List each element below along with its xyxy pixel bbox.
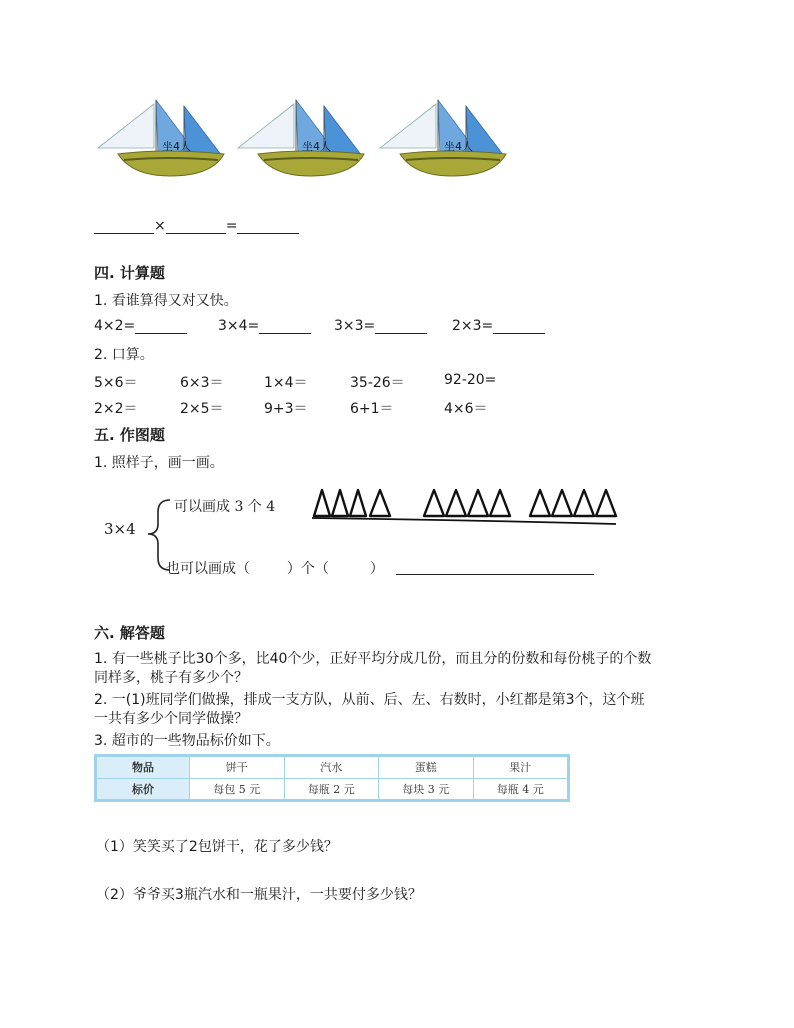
oral-calc-item: 4×6＝ <box>444 401 488 417</box>
question-prompt: 1. 看谁算得又对又快。 <box>94 293 238 309</box>
triangle-icon <box>370 490 390 516</box>
fill-equation <box>94 218 299 234</box>
drawing-answer-line[interactable] <box>396 574 594 575</box>
question-prompt: 2. 口算。 <box>94 347 154 363</box>
problem-text: 1. 有一些桃子比30个多，比40个少，正好平均分成几份，而且分的份数和每份桃子的个数 <box>94 651 652 667</box>
calc-expression: 3×3= <box>334 318 376 334</box>
calc-expression: 3×4= <box>218 318 260 334</box>
table-cell: 标价 <box>97 778 190 800</box>
table-header-cell: 饼干 <box>190 757 285 779</box>
triangle-icon <box>332 490 348 516</box>
table-header-cell: 果汁 <box>473 757 568 779</box>
answer-blank[interactable] <box>259 333 311 334</box>
triangle-icon <box>446 490 466 516</box>
boat-label: 坐4人 <box>162 140 191 153</box>
boat-label: 坐4人 <box>444 140 473 153</box>
section-title: 四. 计算题 <box>94 264 165 282</box>
answer-blank[interactable] <box>493 333 545 334</box>
answer-blank[interactable] <box>94 233 154 234</box>
triangle-icon <box>314 490 330 516</box>
oral-calc-item: 92-20= <box>444 372 497 388</box>
branch-bottom-text: ）个（ <box>286 561 329 577</box>
triangle-drawing <box>308 484 620 528</box>
branch-bottom <box>166 558 384 578</box>
problem-text: 2. 一(1)班同学们做操，排成一支方队，从前、后、左、右数时，小红都是第3个，这个班 <box>94 692 645 708</box>
oral-calc-item: 6+1＝ <box>350 401 394 417</box>
triangle-icon <box>350 490 366 516</box>
table-cell: 每瓶 4 元 <box>473 778 568 800</box>
triangle-icon <box>596 490 616 516</box>
calc-item <box>218 318 311 334</box>
times-sign: × <box>154 218 166 234</box>
oral-calc-item: 2×2＝ <box>94 401 138 417</box>
table-header-cell: 蛋糕 <box>379 757 474 779</box>
problem-text: 一共有多少个同学做操？ <box>94 711 248 727</box>
section-title: 五. 作图题 <box>94 426 165 444</box>
triangle-icon <box>468 490 488 516</box>
branch-bottom-text: 也可以画成（ <box>166 561 250 577</box>
calc-item <box>452 318 545 334</box>
problem-text: 3. 超市的一些物品标价如下。 <box>94 733 280 749</box>
triangle-icon <box>530 490 550 516</box>
section-title: 六. 解答题 <box>94 624 165 642</box>
calc-item <box>334 318 427 334</box>
problem-text: 同样多，桃子有多少个？ <box>94 670 248 686</box>
table-cell: 每包 5 元 <box>190 778 285 800</box>
triangle-icon <box>552 490 572 516</box>
table-cell: 每瓶 2 元 <box>284 778 379 800</box>
oral-calc-item: 5×6＝ <box>94 375 138 391</box>
table-row <box>97 757 568 779</box>
answer-blank[interactable] <box>166 233 226 234</box>
table-cell: 每块 3 元 <box>379 778 474 800</box>
sailboat-2 <box>234 96 374 186</box>
equals-sign: = <box>225 218 238 234</box>
answer-blank[interactable] <box>237 233 299 234</box>
calc-expression: 4×2= <box>94 318 136 334</box>
drawing-expression: 3×4 <box>104 520 136 538</box>
table-header-cell: 物品 <box>97 757 190 779</box>
calc-expression: 2×3= <box>452 318 494 334</box>
branch-bottom-text: ） <box>369 561 384 577</box>
sub-question: （1）笑笑买了2包饼干，花了多少钱？ <box>96 839 338 855</box>
answer-blank[interactable] <box>375 333 427 334</box>
oral-calc-item: 2×5＝ <box>180 401 224 417</box>
boat-label: 坐4人 <box>302 140 331 153</box>
price-table <box>96 756 568 800</box>
triangle-icon <box>424 490 444 516</box>
calc-item <box>94 318 187 334</box>
triangle-icon <box>574 490 594 516</box>
answer-blank[interactable] <box>135 333 187 334</box>
oral-calc-item: 6×3＝ <box>180 375 224 391</box>
oral-calc-item: 35-26＝ <box>350 375 405 391</box>
table-row <box>97 778 568 800</box>
question-prompt: 1. 照样子，画一画。 <box>94 455 224 471</box>
sub-question: （2）爷爷买3瓶汽水和一瓶果汁，一共要付多少钱？ <box>96 887 422 903</box>
sailboat-1 <box>94 96 234 186</box>
oral-calc-item: 9+3＝ <box>264 401 308 417</box>
sailboat-3 <box>376 96 516 186</box>
triangle-icon <box>490 490 510 516</box>
branch-top-text: 可以画成 3 个 4 <box>174 499 276 515</box>
table-header-cell: 汽水 <box>284 757 379 779</box>
oral-calc-item: 1×4＝ <box>264 375 308 391</box>
